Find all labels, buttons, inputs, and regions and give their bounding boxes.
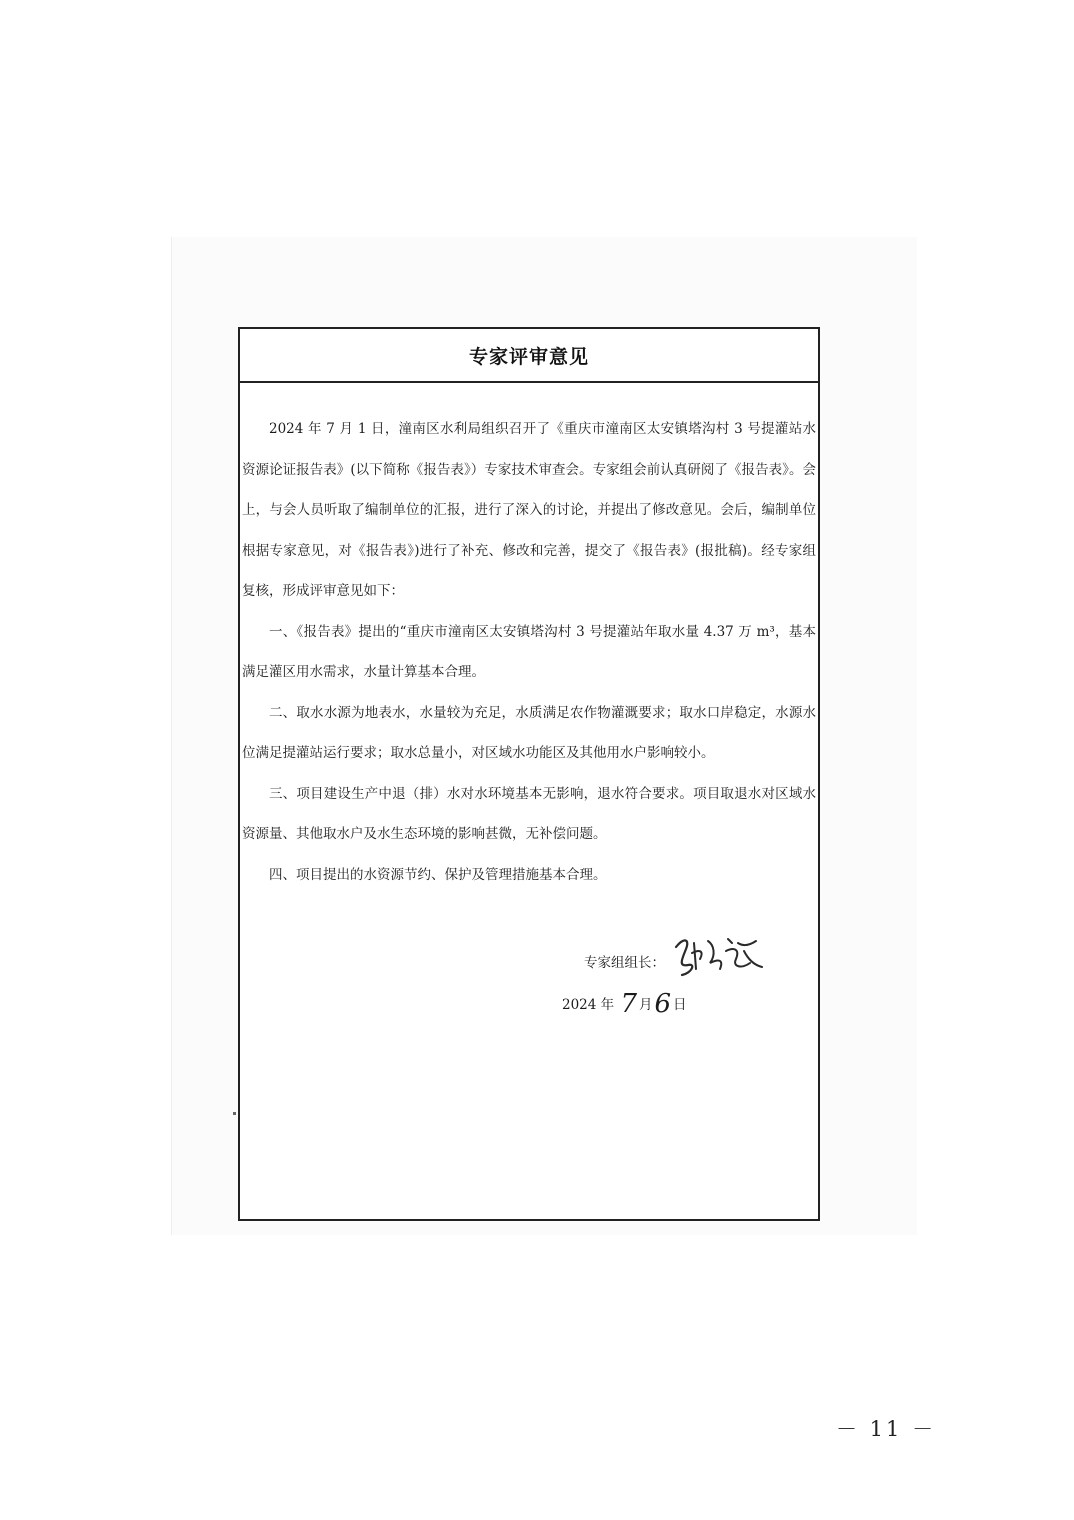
date-day-unit: 日 (673, 997, 687, 1013)
sign-label: 专家组组长： (584, 955, 665, 971)
signature-block (240, 921, 818, 1031)
opinion-item-1: 一、《报告表》提出的“重庆市潼南区太安镇塔沟村 3 号提灌站年取水量 4.37 万 m³，基本满足灌区用水需求，水量计算基本合理。 (242, 623, 816, 680)
page-number: － 11 － (836, 1417, 937, 1441)
opinion-item-4: 四、项目提出的水资源节约、保护及管理措施基本合理。 (269, 866, 607, 883)
date-month: 7 (620, 989, 637, 1019)
form-title: 专家评审意见 (468, 345, 589, 368)
date-year: 2024 (562, 997, 597, 1013)
opinion-item-2: 二、取水水源为地表水，水量较为充足，水质满足农作物灌溉要求；取水口岸稳定，水源水位满足提灌站运行要求；取水总量小，对区域水功能区及其他用水户影响较小。 (242, 704, 816, 761)
expert-review-form (238, 327, 820, 1221)
handwritten-signature (670, 929, 765, 979)
opinion-item-3: 三、项目建设生产中退（排）水对水环境基本无影响，退水符合要求。项目取退水对区域水资源量、其他取水户及水生态环境的影响甚微，无补偿问题。 (242, 785, 816, 842)
intro-paragraph: 2024 年 7 月 1 日，潼南区水利局组织召开了《重庆市潼南区太安镇塔沟村 3 号提灌站水资源论证报告表》(以下简称《报告表》）专家技术审查会。专家组会前认真研阅了《报告表》。会上，与会人员听取了编制单位的汇报，进行了深入的讨论，并提出了修改意见。会后，编制单位根据专家意见，对《报告表》)进行了补充、修改和完善，提交了《报告表》(报批稿)。经专家组复核，形成评审意见如下： (242, 421, 816, 599)
date-month-unit: 月 (639, 997, 653, 1013)
review-date (562, 989, 687, 1019)
scan-speck (233, 1112, 236, 1115)
form-header (240, 329, 818, 383)
date-day: 6 (654, 989, 672, 1019)
date-year-unit: 年 (600, 997, 615, 1013)
form-body (240, 383, 818, 895)
